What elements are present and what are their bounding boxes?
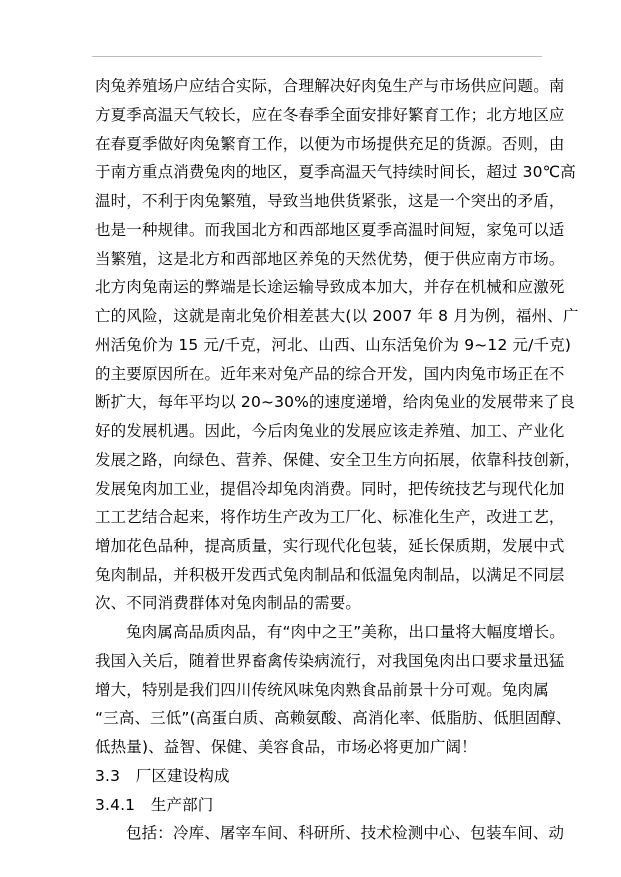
text-line: 增大，特别是我们四川传统风味兔肉熟食品前景十分可观。兔肉属: [95, 681, 549, 699]
section-heading: 3.3 厂区建设构成: [95, 767, 230, 785]
text-line: 在春夏季做好肉兔繁育工作，以便为市场提供充足的货源。否则，由: [95, 135, 565, 153]
text-line: 于南方重点消费兔肉的地区，夏季高温天气持续时间长，超过 30℃高: [95, 163, 576, 181]
text-line: 当繁殖，这是北方和西部地区养兔的天然优势，便于供应南方市场。: [95, 250, 565, 268]
text-line: 的主要原因所在。近年来对兔产品的综合开发，国内肉兔市场正在不: [95, 365, 565, 383]
text-line: “三高、三低”(高蛋白质、高赖氨酸、高消化率、低脂肪、低胆固醇、: [95, 709, 572, 727]
text-line: 兔肉制品，并积极开发西式兔肉制品和低温兔肉制品，以满足不同层: [95, 566, 565, 584]
text-line: 发展之路，向绿色、营养、保健、安全卫生方向拓展，依靠科技创新，: [95, 451, 581, 469]
text-line: 工工艺结合起来，将作坊生产改为工厂化、标准化生产，改进工艺，: [95, 508, 565, 526]
text-line: 好的发展机遇。因此，今后肉兔业的发展应该走养殖、加工、产业化: [95, 422, 565, 440]
text-line: 我国入关后，随着世界畜禽传染病流行，对我国兔肉出口要求量迅猛: [95, 652, 565, 670]
paragraph-first-line: 兔肉属高品质肉品，有“肉中之王”美称，出口量将大幅度增长。: [126, 623, 565, 641]
text-line: 断扩大，每年平均以 20~30%的速度递增，给肉兔业的发展带来了良: [95, 393, 576, 411]
text-line: 方夏季高温天气较长，应在冬春季全面安排好繁育工作；北方地区应: [95, 106, 565, 124]
text-line: 肉兔养殖场户应结合实际，合理解决好肉兔生产与市场供应问题。南: [95, 77, 565, 95]
subsection-heading: 3.4.1 生产部门: [95, 796, 214, 814]
text-line: 次、不同消费群体对兔肉制品的需要。: [95, 594, 362, 612]
text-line: 亡的风险，这就是南北兔价相差甚大(以 2007 年 8 月为例，福州、广: [95, 307, 579, 325]
text-line: 温时，不利于肉兔繁殖，导致当地供货紧张，这是一个突出的矛盾，: [95, 192, 565, 210]
header-rule: [92, 56, 542, 57]
text-line: 发展兔肉加工业，提倡冷却兔肉消费。同时，把传统技艺与现代化加: [95, 480, 565, 498]
text-line: 州活兔价为 15 元/千克，河北、山西、山东活兔价为 9~12 元/千克): [95, 336, 572, 354]
text-line: 北方肉兔南运的弊端是长途运输导致成本加大，并存在机械和应激死: [95, 278, 565, 296]
text-line: 增加花色品种，提高质量，实行现代化包装，延长保质期，发展中式: [95, 537, 565, 555]
paragraph-first-line: 包括：冷库、屠宰车间、科研所、技术检测中心、包装车间、动: [126, 824, 565, 842]
text-line: 也是一种规律。而我国北方和西部地区夏季高温时间短，家兔可以适: [95, 221, 565, 239]
text-line: 低热量)、益智、保健、美容食品，市场必将更加广阔！: [95, 738, 477, 756]
